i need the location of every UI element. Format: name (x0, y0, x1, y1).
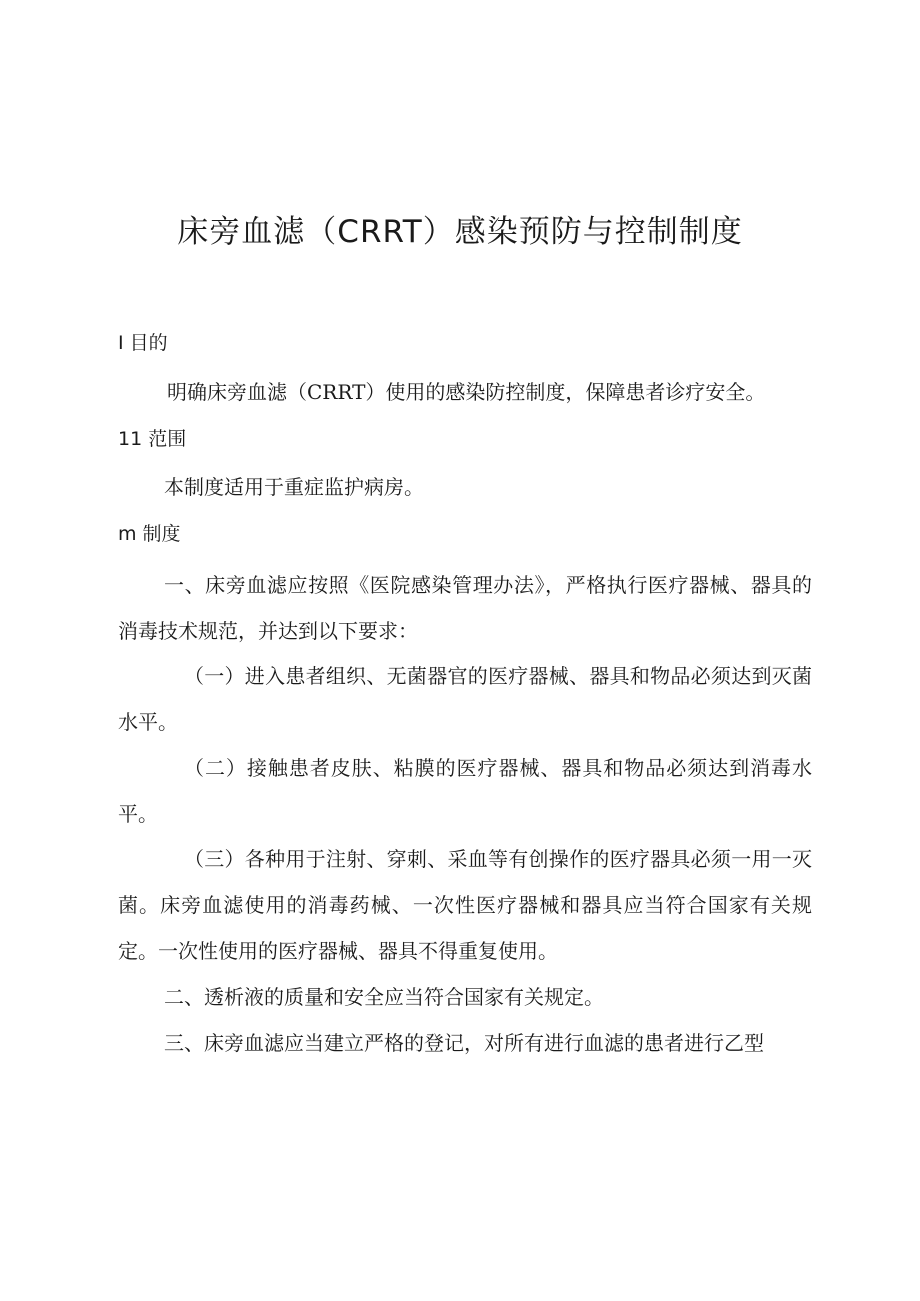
policy-item-1-3: （三）各种用于注射、穿刺、采血等有创操作的医疗器具必须一用一灭菌。床旁血滤使用的消毒药械、一次性医疗器械和器具应当符合国家有关规定。一次性使用的医疗器械、器具不得重复使用。 (118, 847, 812, 963)
policy-item-1: 一、床旁血滤应按照《医院感染管理办法》，严格执行医疗器械、器具的消毒技术规范，并达到以下要求： (118, 573, 812, 643)
purpose-body: 明确床旁血滤（CRRT）使用的感染防控制度，保障患者诊疗安全。 (167, 380, 766, 404)
policy-item-3: 三、床旁血滤应当建立严格的登记，对所有进行血滤的患者进行乙型 (164, 1031, 764, 1055)
document-title: 床旁血滤（CRRT）感染预防与控制制度 (177, 214, 743, 250)
policy-item-1-2: （二）接触患者皮肤、粘膜的医疗器械、器具和物品必须达到消毒水平。 (118, 756, 812, 826)
policy-item-2: 二、透析液的质量和安全应当符合国家有关规定。 (164, 985, 604, 1009)
scope-body: 本制度适用于重症监护病房。 (164, 475, 424, 499)
section-heading-policy: m 制度 (118, 523, 181, 545)
section-heading-scope: 11 范围 (118, 428, 187, 450)
section-heading-purpose: I 目的 (118, 332, 168, 354)
policy-item-1-1: （一）进入患者组织、无菌器官的医疗器械、器具和物品必须达到灭菌水平。 (118, 664, 812, 734)
